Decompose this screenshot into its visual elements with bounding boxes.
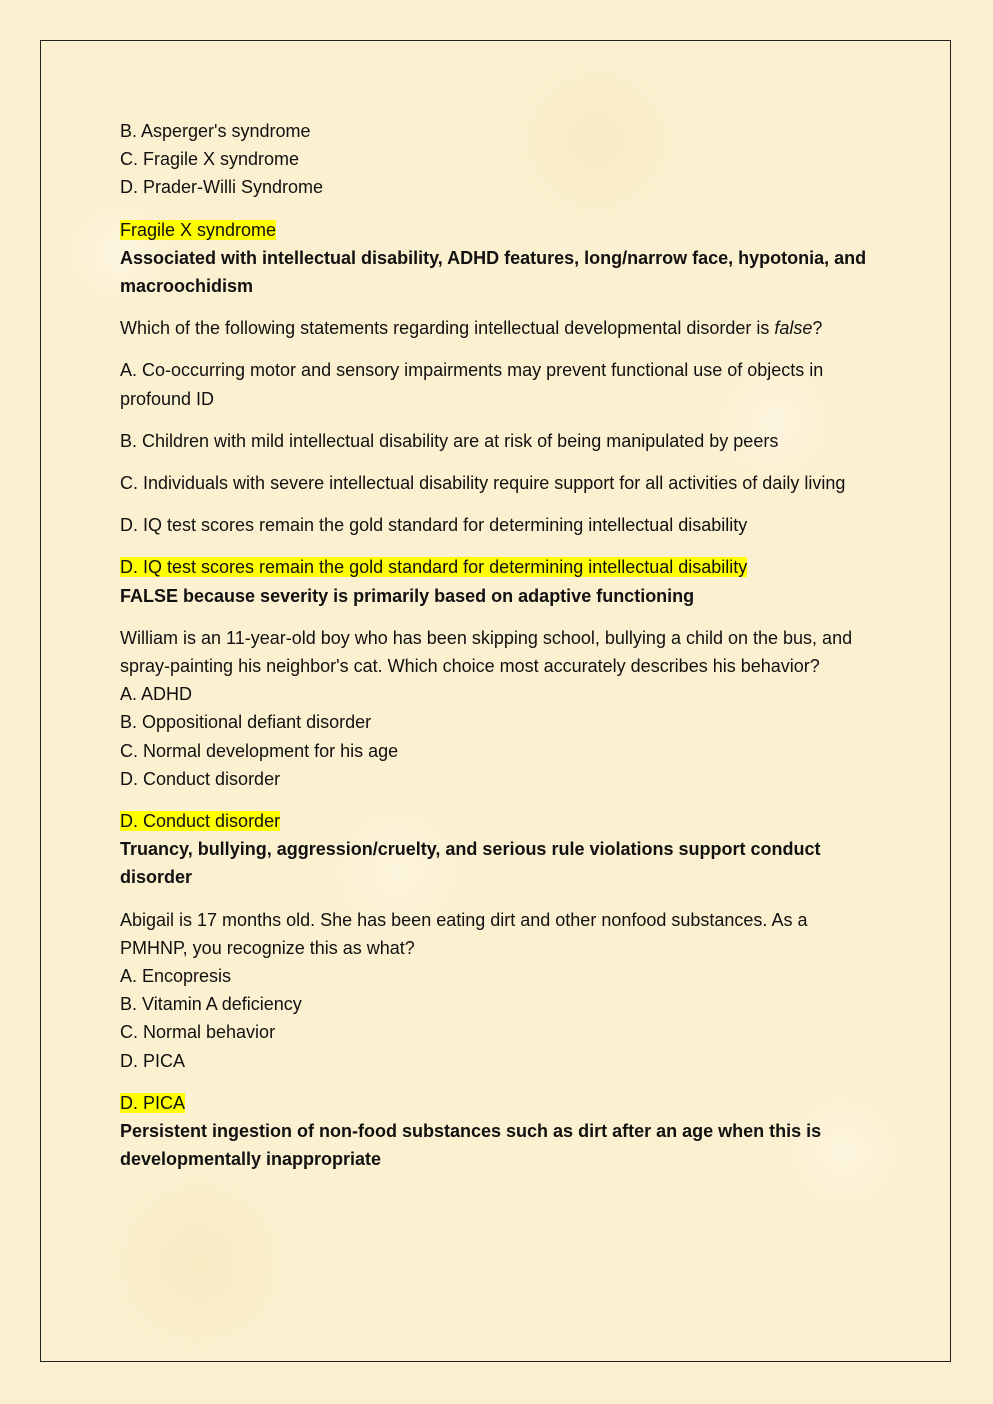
question-stem: William is an 11-year-old boy who has been skipping school, bullying a child on the bus, and spray-painting his neighbor's cat. Which choice most accurately describes his behavior?	[120, 627, 853, 677]
stem-text: Which of the following statements regarding intellectual developmental disorder is	[120, 318, 775, 339]
answer-highlight: D. IQ test scores remain the gold standard for determining intellectual disability	[120, 557, 748, 578]
rationale: FALSE because severity is primarily based on adaptive functioning	[120, 585, 695, 606]
option-c: C. Fragile X syndrome	[120, 149, 300, 170]
question-3	[120, 624, 880, 892]
option-b: B. Oppositional defiant disorder	[120, 712, 372, 733]
option-a: A. Encopresis	[120, 966, 232, 987]
answer-highlight: D. Conduct disorder	[120, 811, 281, 832]
option-d: D. Conduct disorder	[120, 768, 281, 789]
question-2	[120, 314, 880, 610]
option-a: A. Co-occurring motor and sensory impairments may prevent functional use of objects in profound ID	[120, 360, 824, 409]
answer-highlight: Fragile X syndrome	[120, 219, 277, 240]
option-c: C. Normal behavior	[120, 1022, 276, 1043]
rationale: Truancy, bullying, aggression/cruelty, and serious rule violations support conduct disorder	[120, 839, 821, 888]
answer	[120, 807, 880, 835]
option-d: D. PICA	[120, 1050, 186, 1071]
question-1	[120, 117, 880, 300]
question-stem	[120, 314, 880, 342]
option-d: D. Prader-Willi Syndrome	[120, 177, 324, 198]
option-b: B. Children with mild intellectual disability are at risk of being manipulated by peers	[120, 430, 779, 451]
answer-highlight: D. PICA	[120, 1092, 186, 1113]
question-stem: Abigail is 17 months old. She has been eating dirt and other nonfood substances. As a PMHNP, you recognize this as what?	[120, 909, 808, 958]
answer	[120, 1089, 880, 1117]
stem-end: ?	[812, 318, 823, 339]
option-a: A. ADHD	[120, 684, 193, 705]
option-c: C. Normal development for his age	[120, 740, 399, 761]
rationale: Persistent ingestion of non-food substances such as dirt after an age when this is developmentally inappropriate	[120, 1121, 822, 1170]
answer	[120, 216, 880, 244]
rationale: Associated with intellectual disability, ADHD features, long/narrow face, hypotonia, and macroochidism	[120, 247, 867, 297]
option-c: C. Individuals with severe intellectual disability require support for all activities of daily living	[120, 473, 846, 494]
option-b: B. Vitamin A deficiency	[120, 994, 302, 1015]
option-d: D. IQ test scores remain the gold standard for determining intellectual disability	[120, 515, 748, 536]
stem-emphasis: false	[774, 318, 813, 339]
question-4	[120, 906, 880, 1174]
answer	[120, 553, 880, 581]
document-content	[120, 117, 880, 1174]
option-b: B. Asperger's syndrome	[120, 121, 311, 141]
